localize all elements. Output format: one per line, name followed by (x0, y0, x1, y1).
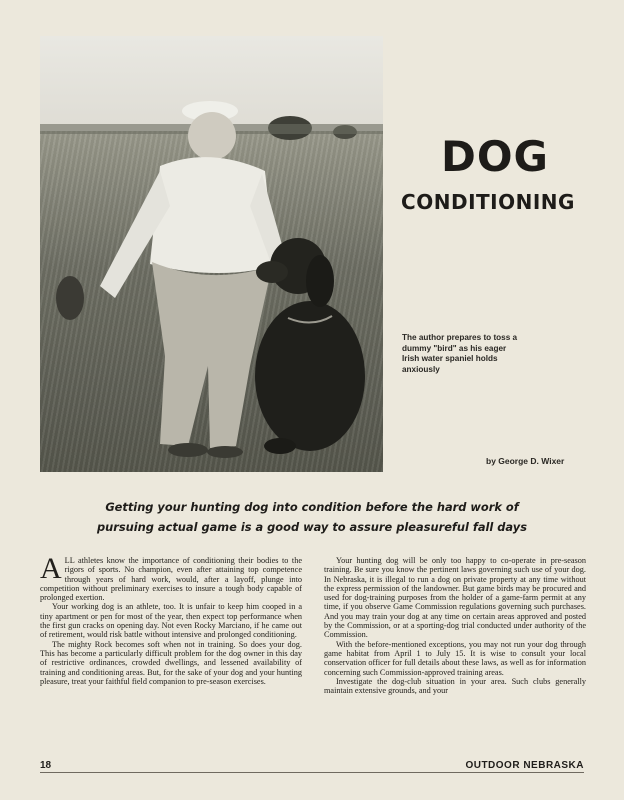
photo-caption: The author prepares to toss a dummy "bird" as his eager Irish water spaniel holds anxiously (402, 333, 518, 374)
photo-illustration (40, 36, 383, 472)
body-paragraph: Your hunting dog will be only too happy to co-operate in pre-season training. Be sure you know the pertinent laws governing such use of your dog. In Nebraska, it is illegal to run a dog on private property at any time without the express permission of the landowner. But game birds may be procured and used for dog-training purposes from the holder of a game-farm permit at any time, if you observe Game Commission regulations governing such purchases. And you may train your dog at any time on certain areas approved and posted by the Commission, or at a sporting-dog trial conducted under authority of the Commission. (324, 556, 586, 640)
drop-cap: A (40, 552, 62, 585)
subtitle-line-2: pursuing actual game is a good way to assure pleasureful fall days (97, 520, 527, 534)
page-number: 18 (40, 760, 52, 771)
magazine-name: OUTDOOR NEBRASKA (465, 760, 584, 771)
body-column-right (324, 556, 586, 695)
article-subtitle (60, 497, 564, 537)
article-title-sub: CONDITIONING (401, 190, 575, 214)
byline: by George D. Wixer (486, 456, 565, 466)
footer-rule (40, 772, 584, 773)
paragraph-text: LL athletes know the importance of conditioning their bodies to the rigors of sports. No champion, even after attaining top competence through years of hard work, would, after a layoff, plunge into competition without preliminary exercises to insure a tough body capable of prolonged exertion. (40, 556, 302, 603)
body-paragraph: Your working dog is an athlete, too. It is unfair to keep him cooped in a tiny apartment or pen for most of the year, then expect top performance when the first gun cracks on opening day. Not even Rocky Marciano, if he came out of retirement, would risk battle without intensive and prolonged conditioning. (40, 602, 302, 640)
body-paragraph: The mighty Rock becomes soft when not in training. So does your dog. This has become a particularly difficult problem for the dog owner in this day of restrictive ordinances, crowded dwellings, and lessened availability of training and conditioning areas. But, for the sake of your dog and your hunting pleasure, treat your faithful field companion to pre-season exercises. (40, 639, 302, 686)
subtitle-line-1: Getting your hunting dog into condition before the hard work of (105, 500, 519, 514)
body-paragraph: With the before-mentioned exceptions, you may not run your dog through game habitat from April 1 to July 15. It is wise to consult your local conservation officer for full details about these laws, as well as for information concerning such Commission-approved training areas. (324, 639, 586, 677)
article-title-main: DOG (440, 132, 550, 181)
article-photo (40, 36, 383, 472)
body-paragraph: Investigate the dog-club situation in your area. Such clubs generally maintain extensive grounds, and your (324, 676, 586, 696)
body-column-left (40, 552, 302, 686)
body-paragraph (40, 552, 302, 603)
